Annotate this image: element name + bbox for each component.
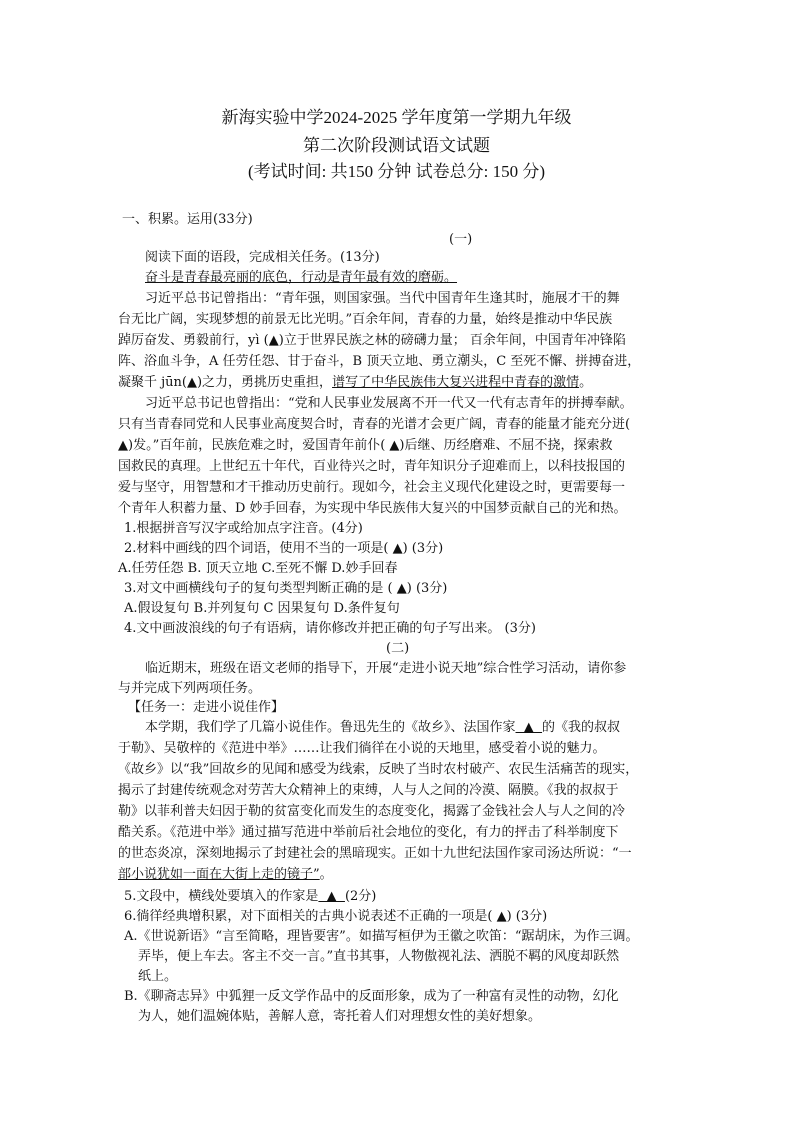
question-3: 3.对文中画横线句子的复句类型判断正确的是 ( ▲) (3分) xyxy=(124,581,448,596)
motto-sentence: 奋斗是青春最亮丽的底色，行动是青年最有效的磨砺。 xyxy=(145,270,458,285)
question-2: 2.材料中画线的四个词语，使用不当的一项是( ▲) (3分) xyxy=(124,541,444,556)
passage2-line: 个青年人积蓄力量、D 妙手回春，为实现中华民族伟大复兴的中国梦贡献自己的光和热。 xyxy=(118,501,627,516)
passage4-last-line xyxy=(118,867,333,883)
passage3-line: 临近期末，班级在语文老师的指导下，开展“走进小说天地”综合性学习活动，请你参 xyxy=(145,661,627,676)
question-6: 6.徜徉经典增积累，对下面相关的古典小说表述不正确的一项是( ▲) (3分) xyxy=(124,909,548,924)
passage4-line: 勒》以菲利普夫妇因于勒的贫富变化而发生的态度变化，揭露了金钱社会人与人之间的冷 xyxy=(118,804,626,819)
passage1-line: 习近平总书记曾指出：“青年强，则国家强。当代中国青年生逢其时，施展才干的舞 xyxy=(145,291,620,306)
underlined-sentence: 谱写了中华民族伟大复兴进程中青春的激情 xyxy=(332,375,580,390)
question-5-blank: ▲ xyxy=(318,889,345,904)
passage4-first-line xyxy=(145,720,620,736)
question-5-text: 5.文段中，横线处要填入的作家是 xyxy=(124,889,319,904)
passage2-line: 只有当青春同党和人民事业高度契合时，青春的光谱才会更广阔，青春的能量才能充分迸( xyxy=(118,417,631,432)
passage2-line: ▲)发。”百年前，民族危难之时，爱国青年前仆( ▲)后继、历经磨难、不屈不挠，探索救 xyxy=(118,438,613,453)
question-1: 1.根据拼音写汉字或给加点字注音。(4分) xyxy=(124,521,363,536)
passage2-line: 习近平总书记也曾指出：“党和人民事业发展离不开一代又一代有志青年的拼搏奉献。 xyxy=(145,396,633,411)
option-a-line: A.《世说新语》“言至简略，理皆要害”。如描写桓伊为王徽之吹笛：“踞胡床，为作三调。 xyxy=(124,929,639,944)
passage4-text: 本学期，我们学了几篇小说佳作。鲁迅先生的《故乡》、法国作家 xyxy=(145,720,516,735)
option-b-line: 为人，她们温婉体贴，善解人意，寄托着人们对理想女性的美好想象。 xyxy=(138,1009,542,1024)
question-2-options: A.任劳任怨 B. 顶天立地 C.至死不懈 D.妙手回春 xyxy=(118,561,398,576)
passage4-line: 的世态炎凉，深刻地揭示了封建社会的黑暗现实。正如十九世纪法国作家司汤达所说：“一 xyxy=(118,846,632,861)
passage4-text: 的《我的叔叔 xyxy=(542,720,621,735)
passage4-line: 酷关系。《范进中举》通过描写范进中举前后社会地位的变化，有力的抨击了科举制度下 xyxy=(118,825,619,840)
passage1-line: 踔厉奋发、勇毅前行，yì (▲)立于世界民族之林的磅礴力量； 百余年间，中国青年冲锋陷 xyxy=(118,333,626,348)
option-b-line: B.《聊斋志异》中狐狸一反文学作品中的反面形象，成为了一种富有灵性的动物，幻化 xyxy=(124,989,619,1004)
quote-underlined: 部小说犹如一面在大街上走的镜子” xyxy=(118,867,320,882)
exam-title-line3: (考试时间: 共150 分钟 试卷总分: 150 分) xyxy=(247,162,546,181)
reading-intro: 阅读下面的语段，完成相关任务。(13分) xyxy=(145,250,380,265)
section-heading: 一、积累。运用(33分) xyxy=(122,212,253,227)
period: 。 xyxy=(579,375,593,390)
option-a-line: 弄毕，便上车去。客主不交一言。”直书其事，人物傲视礼法、洒脱不羁的风度却跃然 xyxy=(138,949,620,964)
period: 。 xyxy=(319,867,333,882)
task-one-heading: 【任务一：走进小说佳作】 xyxy=(128,700,285,715)
passage1-text: 凝聚千 jūn(▲)之力，勇挑历史重担， xyxy=(118,375,333,390)
question-5-score: (2分) xyxy=(344,889,377,904)
passage4-line: 揭示了封建传统观念对劳苦大众精神上的束缚，人与人之间的冷漠、隔膜。《我的叔叔于 xyxy=(118,783,619,798)
passage1-last-line xyxy=(118,375,592,391)
question-3-options: A.假设复句 B.并列复句 C 因果复句 D.条件复句 xyxy=(124,601,400,616)
passage4-line: 于勒》、吴敬梓的《范进中举》……让我们徜徉在小说的天地里，感受着小说的魅力。 xyxy=(118,741,606,756)
exam-title-line2: 第二次阶段测试语文试题 xyxy=(303,136,490,155)
passage1-line: 台无比广阔，实现梦想的前景无比光明。”百余年间，青春的力量，始终是推动中华民族 xyxy=(118,312,613,327)
part-two-label: (二) xyxy=(386,641,410,656)
author-blank: ▲ xyxy=(515,720,543,735)
passage4-line: 《故乡》以“我”回故乡的见闻和感受为线索，反映了当时农村破产、农民生活痛苦的现实， xyxy=(118,762,639,777)
passage3-line: 与并完成下列两项任务。 xyxy=(118,681,262,696)
passage2-line: 国救民的真理。上世纪五十年代，百业待兴之时，青年知识分子迎难而上，以科技报国的 xyxy=(118,459,626,474)
passage2-line: 爱与坚守，用智慧和才干推动历史前行。现如今，社会主义现代化建设之时，更需要每一 xyxy=(118,480,626,495)
option-a-line: 纸上。 xyxy=(138,969,178,984)
exam-title-line1: 新海实验中学2024-2025 学年度第一学期九年级 xyxy=(221,108,572,127)
part-one-label: (一) xyxy=(449,232,473,247)
question-5 xyxy=(124,889,376,905)
passage1-line: 阵、浴血斗争，A 任劳任怨、甘于奋斗，B 顶天立地、勇立潮头，C 至死不懈、拼搏奋进， xyxy=(118,354,641,369)
question-4: 4.文中画波浪线的句子有语病，请你修改并把正确的句子写出来。 (3分) xyxy=(124,621,536,636)
